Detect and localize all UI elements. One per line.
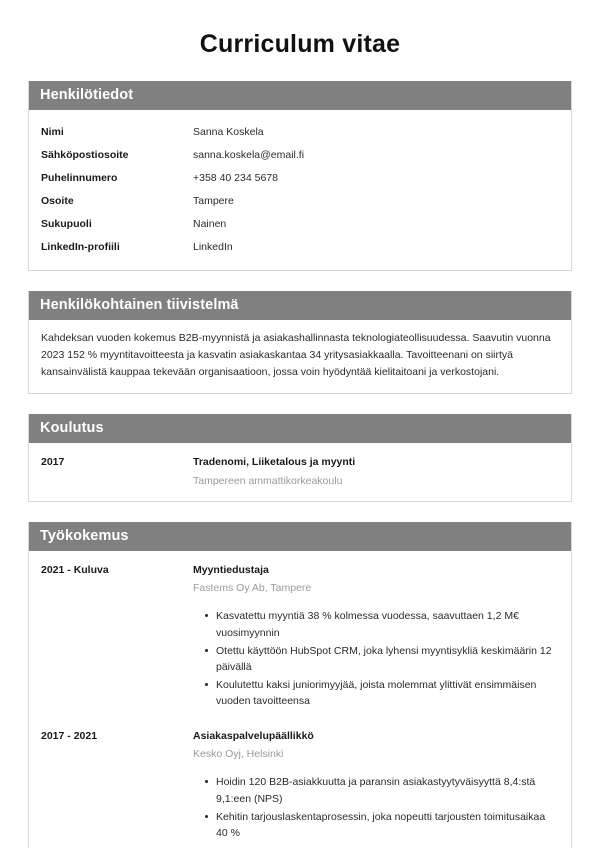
section-header-personal-info: Henkilötiedot (29, 81, 571, 110)
entry-bullet: Otettu käyttöön HubSpot CRM, joka lyhensi myyntisykliä keskimäärin 12 päivällä (205, 643, 559, 676)
personal-info-value[interactable]: LinkedIn (193, 240, 233, 253)
entry-title: Tradenomi, Liiketalous ja myynti (193, 456, 356, 469)
entry-bullet-list (193, 608, 559, 709)
page-title: Curriculum vitae (199, 30, 401, 58)
entry-main (193, 729, 559, 843)
entry-row (41, 453, 559, 488)
personal-info-row (41, 120, 559, 143)
entry-subtitle: Fastems Oy Ab, Tampere (193, 582, 312, 595)
entry-bullet: Kehitin tarjouslaskentaprosessin, joka nopeutti tarjousten toimitusaikaa 40 % (205, 809, 559, 842)
experience-body (29, 551, 571, 848)
personal-info-label: Puhelinnumero (41, 171, 118, 184)
personal-info-label: Sukupuoli (41, 217, 92, 230)
personal-info-row (41, 143, 559, 166)
personal-info-value: +358 40 234 5678 (193, 171, 278, 184)
personal-info-body (29, 110, 571, 270)
personal-info-row (41, 235, 559, 258)
entry-bullet: Koulutettu kaksi juniorimyyjää, joista molemmat ylittivät ensimmäisen vuoden tavoitteensa (205, 677, 559, 710)
personal-info-label: Osoite (41, 194, 74, 207)
section-education (28, 414, 572, 502)
personal-info-label: LinkedIn-profiili (41, 240, 120, 253)
summary-text: Kahdeksan vuoden kokemus B2B-myynnistä ja asiakashallinnasta teknologiateollisuudessa. Saavutin vuonna 2023 152 % myyntitavoitteesta ja kasvatin asiakaskantaa 34 yritysasiakkaalla. Tavoitteenani on siirtyä kansainvälistä kauppaa tekevään organisaatioon, jossa voin hyödyntää kielitaitoani ja verkostojani. (41, 332, 551, 379)
entry-date: 2017 - 2021 (41, 729, 98, 742)
education-body (29, 443, 571, 500)
personal-info-value: Nainen (193, 217, 227, 230)
experience-entries (41, 561, 559, 843)
personal-info-row (41, 189, 559, 212)
personal-info-rows (41, 120, 559, 258)
personal-info-value: Sanna Koskela (193, 125, 264, 138)
entry-bullet: Kasvatettu myyntiä 38 % kolmessa vuodessa, saavuttaen 1,2 M€ vuosimyynnin (205, 608, 559, 641)
summary-body (29, 320, 571, 393)
entry-bullet: Hoidin 120 B2B-asiakkuutta ja paransin asiakastyytyväisyyttä 8,4:stä 9,1:een (NPS) (205, 774, 559, 807)
personal-info-value: Tampere (193, 194, 234, 207)
section-header-experience: Työkokemus (29, 522, 571, 551)
personal-info-row (41, 166, 559, 189)
entry-row (41, 727, 559, 843)
entry-main (193, 563, 559, 711)
entry-subtitle: Kesko Oyj, Helsinki (193, 748, 284, 761)
entry-subtitle: Tampereen ammattikorkeakoulu (193, 474, 343, 487)
personal-info-label: Nimi (41, 125, 64, 138)
section-personal-info (28, 81, 572, 271)
entry-title: Myyntiedustaja (193, 563, 269, 576)
section-header-summary: Henkilökohtainen tiivistelmä (29, 291, 571, 320)
personal-info-table (41, 120, 559, 258)
personal-info-value: sanna.koskela@email.fi (193, 148, 305, 161)
section-header-education: Koulutus (29, 414, 571, 443)
education-entries (41, 453, 559, 488)
section-experience (28, 522, 572, 848)
personal-info-row (41, 212, 559, 235)
entry-main (193, 455, 559, 488)
entry-row (41, 561, 559, 711)
entry-bullet-list (193, 774, 559, 841)
entry-date: 2021 - Kuluva (41, 563, 109, 576)
entry-title: Asiakaspalvelupäällikkö (193, 729, 314, 742)
section-summary (28, 291, 572, 394)
entry-date: 2017 (41, 456, 65, 469)
personal-info-label: Sähköpostiosoite (41, 148, 129, 161)
